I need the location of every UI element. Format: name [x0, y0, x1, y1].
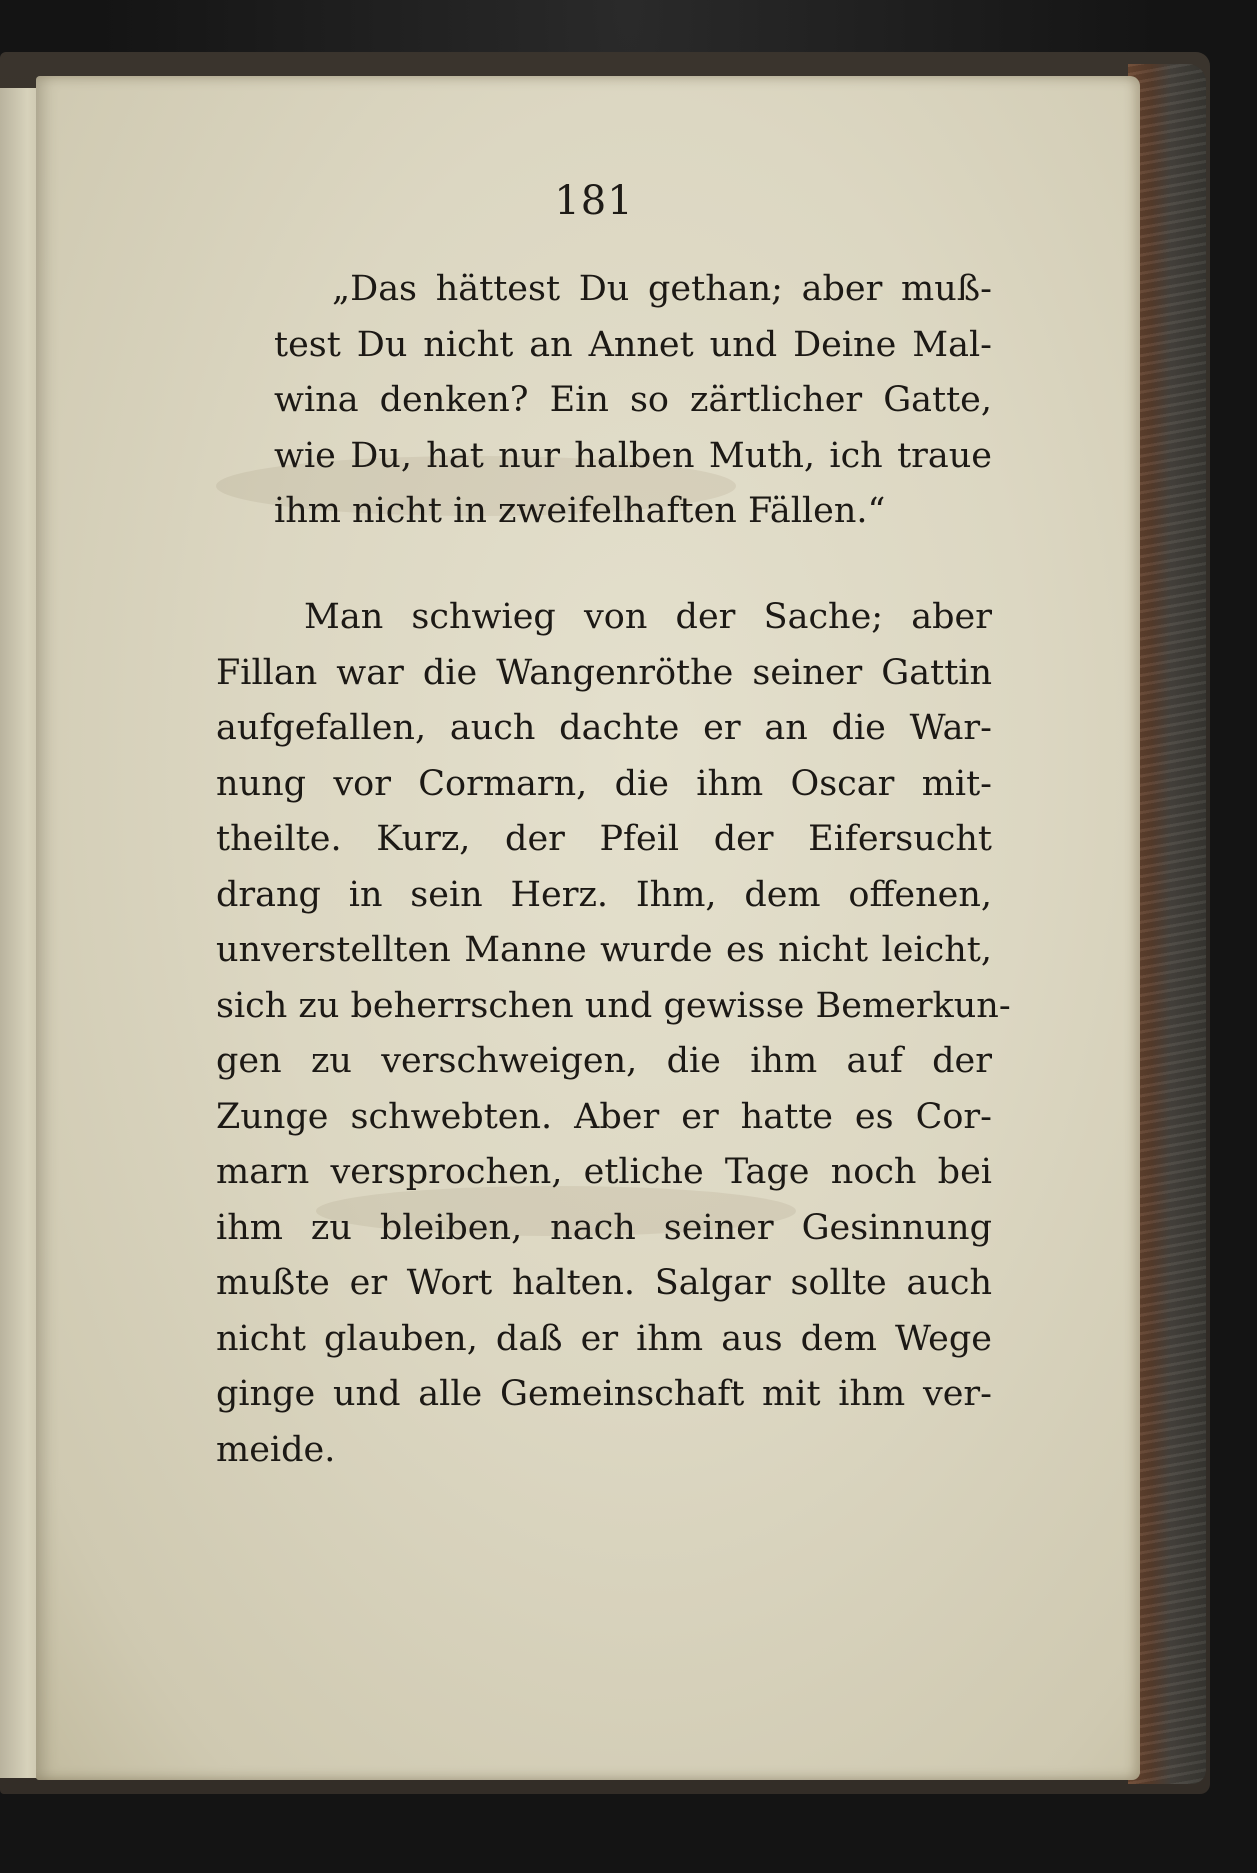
- text-line: Man schwieg von der Sache; aber: [304, 597, 992, 637]
- text-line: sich zu beherrschen und gewisse Bemerkun-: [216, 985, 1011, 1026]
- text-line: meide.: [216, 1429, 336, 1470]
- text-line: ihm zu bleiben, nach seiner Gesinnung: [216, 1207, 992, 1248]
- paragraph-1: [216, 262, 992, 540]
- text-line: gen zu verschweigen, die ihm auf der: [216, 1041, 992, 1081]
- text-line: Fillan war die Wangenröthe seiner Gattin: [216, 652, 992, 693]
- text-line: drang in sein Herz. Ihm, dem offenen,: [216, 874, 992, 915]
- text-line: theilte. Kurz, der Pfeil der Eifersucht: [216, 819, 992, 859]
- text-line: marn versprochen, etliche Tage noch bei: [216, 1152, 992, 1192]
- text-line: nung vor Cormarn, die ihm Oscar mit-: [216, 763, 992, 804]
- text-line: ihm nicht in zweifelhaften Fällen.“: [274, 491, 886, 531]
- text-line: Zunge schwebten. Aber er hatte es Cor-: [216, 1096, 992, 1137]
- paragraph-2: [216, 590, 1011, 1478]
- text-line: wie Du, hat nur halben Muth, ich traue: [274, 435, 992, 476]
- text-line: mußte er Wort halten. Salgar sollte auch: [216, 1263, 992, 1303]
- page-number: 181: [554, 178, 634, 224]
- text-line: nicht glauben, daß er ihm aus dem Wege: [216, 1318, 992, 1359]
- text-line: aufgefallen, auch dachte er an die War-: [216, 708, 992, 748]
- text-line: test Du nicht an Annet und Deine Mal-: [274, 324, 992, 365]
- text-line: ginge und alle Gemeinschaft mit ihm ver-: [216, 1374, 992, 1414]
- text-line: unverstellten Manne wurde es nicht leicht,: [216, 930, 992, 970]
- text-line: wina denken? Ein so zärtlicher Gatte,: [274, 380, 992, 420]
- text-line: „Das hättest Du gethan; aber muß-: [332, 269, 992, 309]
